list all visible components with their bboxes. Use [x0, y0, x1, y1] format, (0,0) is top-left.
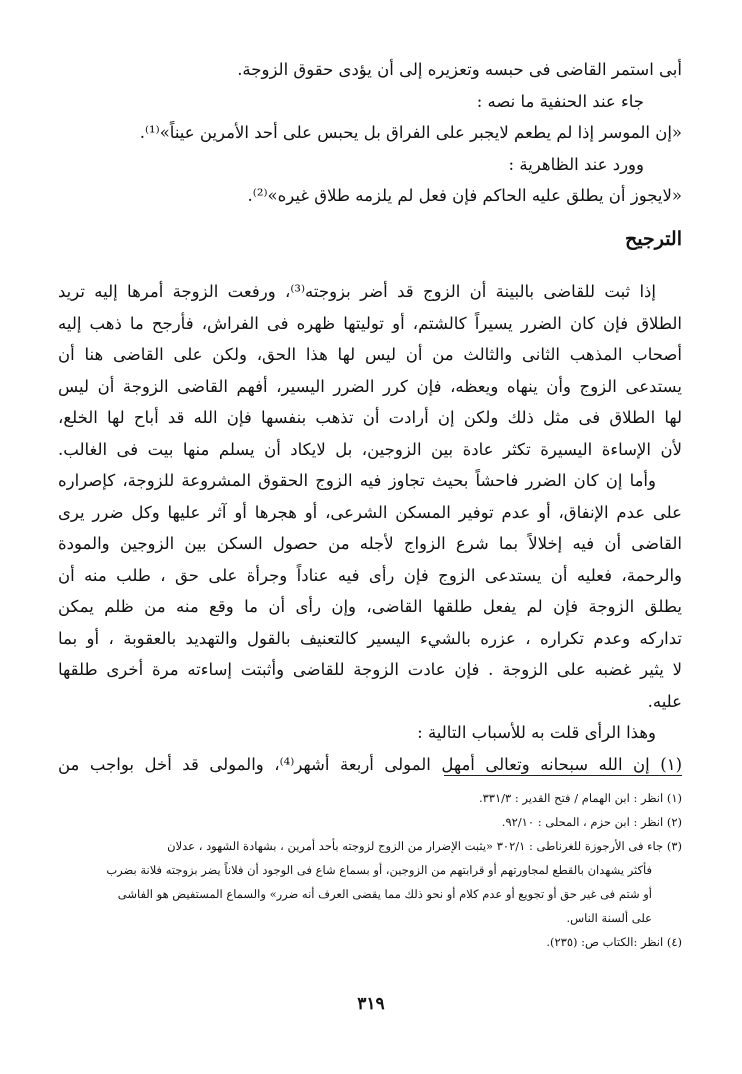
footnote-continuation: على ألسنة الناس.	[566, 911, 652, 925]
text-line: يطلق الزوجة فإن لم يفعل طلقها القاضى، وإن رأى أن ما وقع منه من ظلم يمكن	[58, 597, 682, 616]
text-line: أبى استمر القاضى فى حبسه وتعزيره إلى أن يؤدى حقوق الزوجة.	[237, 60, 682, 79]
footnote: (٢) انظر : ابن حزم ، المحلى : ٩٢/١٠.	[501, 815, 682, 829]
text-line: القاضى أن فيه إخلالاً بما شرع الزواج لأجله من حصول السكن بين الزوجين والمودة	[58, 534, 682, 553]
text-line: وهذا الرأى قلت به للأسباب التالية :	[417, 723, 656, 742]
text-line: يستدعى الزوج وأن ينهاه ويعظه، فإن كرر الضرر اليسير، أفهم القاضى الزوجة أن ليس	[58, 376, 682, 396]
text-line: عليه.	[647, 691, 682, 711]
footnote-continuation: فأكثر يشهدان بالقطع لمجاورتهم أو قرابتهم من الزوجين، أو بسماع شاع فى الوجود أن فلاناً يضر بزوجته فلانة بضرب	[106, 863, 652, 877]
text-line: إذا ثبت للقاضى بالبينة أن الزوج قد أضر بزوجته⁽³⁾، ورفعت الزوجة أمرها إليه تريد	[58, 282, 656, 301]
text-line: لا يثير غضبه على الزوجة . فإن عادت الزوجة للقاضى وأثبتت إساءته مرة أخرى طلقها	[58, 660, 682, 679]
footnote: (٤) انظر :الكتاب ص: (٢٣٥).	[546, 935, 682, 949]
footnote: (١) انظر : ابن الهمام / فتح القدير : ٣٣١/٣.	[478, 791, 682, 805]
text-line: وأما إن كان الضرر فاحشاً بحيث تجاوز فيه الزوج الحقوق المشروعة للزوجة، كإصراره	[58, 471, 656, 490]
section-heading: الترجيح	[624, 227, 682, 250]
footnote-continuation: أو شتم فى غير حق أو تجويع أو عدم كلام أو نحو ذلك مما يقضى العرف أنه ضرر» والسماع المستفيض هو الفاشى	[117, 887, 652, 901]
text-line: الطلاق فإن كان الضرر يسيراً كالشتم، أو توليتها ظهره فى الفراش، فأرجح ما ذهب إليه	[58, 313, 682, 333]
body-text	[58, 276, 682, 780]
text-line: والرحمة، فعليه أن يستدعى الزوج فإن رأى فيه عناداً وجرأة على حق ، طلب منه أن	[58, 565, 682, 585]
text-line: وورد عند الظاهرية :	[508, 154, 644, 174]
text-line: على عدم الإنفاق، أو عدم توفير المسكن الشرعى، أو هجرها أو آثر عليها وكل ضرر يرى	[58, 502, 682, 522]
quote-line: «إن الموسر إذا لم يطعم لايجبر على الفراق بل يحبس على أحد الأمرين عيناً»⁽¹⁾.	[139, 123, 682, 142]
footnotes	[58, 786, 682, 954]
text-line: تداركه وعدم تكراره ، عزره بالشيء اليسير كالتعنيف بالقول والتهديد بالعقوبة ، أو بما	[58, 628, 682, 648]
top-section	[58, 54, 682, 256]
text-line: أصحاب المذهب الثانى والثالث من أن ليس لها هذا الحق، ولكن على القاضى هنا أن	[58, 345, 682, 364]
footnote-divider	[444, 775, 682, 776]
text-line: لأن الإساءة اليسيرة تكثر عادة بين الزوجين، بل لايكاد أن يسلم منها بيت فى الغالب.	[58, 439, 682, 459]
footnote: (٣) جاء فى الأرجوزة للغرناطى : ٣٠٢/١ «يثبت الإضرار من الزوج لزوجته بأحد أمرين ، بشهادة الشهود ، عدلان	[167, 839, 682, 853]
text-line: لها الطلاق فى مثل ذلك ولكن إن أرادت أن تذهب بنفسها فإن الله قد أباح لها الخلع،	[58, 408, 682, 427]
page-number: ٣١٩	[357, 994, 385, 1014]
text-line: (١) إن الله سبحانه وتعالى أمهل المولى أربعة أشهر⁽⁴⁾، والمولى قد أخل بواجب من	[58, 754, 682, 774]
quote-line: «لايجوز أن يطلق عليه الحاكم فإن فعل لم يلزمه طلاق غيره»⁽²⁾.	[247, 186, 682, 205]
text-line: جاء عند الحنفية ما نصه :	[476, 91, 644, 111]
